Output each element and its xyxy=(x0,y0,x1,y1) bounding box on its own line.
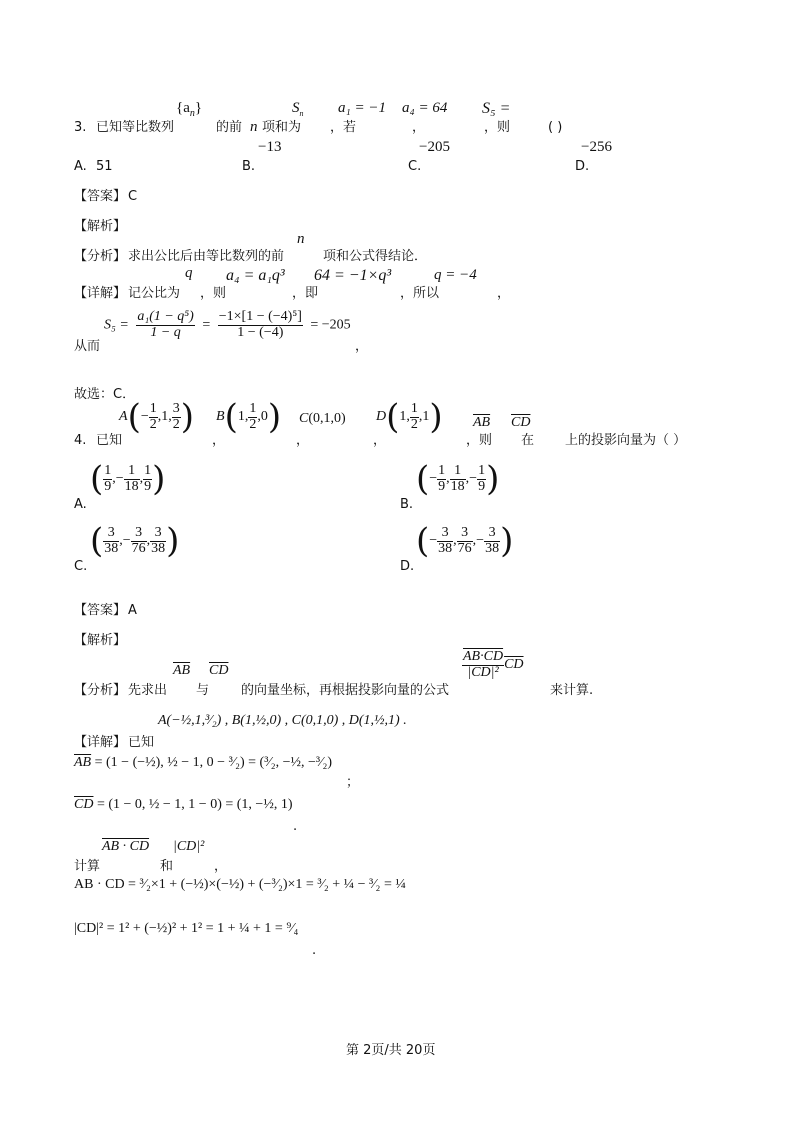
q4-comma-1: ， xyxy=(212,433,226,448)
q4-calc-comma: ， xyxy=(214,859,228,874)
q3-s5-formula: S₅ = $\frac{\text{a₁(1 − q⁵)}}{1 - q}$ = $\frac{\text{−1×[1 − (−4)⁵]}}{1 - (-4)}$ = −205 xyxy=(104,309,351,340)
q4-option-d-label: D. xyxy=(400,559,415,574)
q4-point-c: C(0,1,0) xyxy=(299,411,346,426)
q4-calc-norm: |CD|² xyxy=(173,839,205,854)
q3-text-b: 的前 xyxy=(216,120,243,135)
q3-detail-q: q xyxy=(185,265,193,281)
q4-fenxi-text-a: 先求出 xyxy=(128,683,168,698)
q3-detail-text-a: 记公比为 xyxy=(128,286,181,301)
q3-cond1: a₁ = −1 xyxy=(338,100,386,116)
q4-detail-points: A(−½,1,³⁄₂) , B(1,½,0) , C(0,1,0) , D(1,½,1) . xyxy=(158,713,407,728)
q4-calc-and: 和 xyxy=(160,859,174,874)
q4-fenxi-text-b: 与 xyxy=(196,683,210,698)
q3-from-text: 从而 xyxy=(74,339,101,354)
q3-ask: S₅ = xyxy=(482,100,511,117)
q3-option-b-label: B. xyxy=(242,159,256,174)
q4-fenxi-text-d: 来计算. xyxy=(550,683,594,698)
q3-fenxi-text-a: 求出公比后由等比数列的前 xyxy=(128,249,285,264)
q3-option-d-value: −256 xyxy=(581,139,612,155)
q4-fenxi-ab: $\overline{AB}$ xyxy=(173,663,191,678)
q3-fenxi-text-b: 项和公式得结论． xyxy=(323,249,428,264)
q4-number: 4. xyxy=(74,433,87,448)
q3-detail-comma: ， xyxy=(497,286,511,301)
q4-option-a-label: A. xyxy=(74,497,87,512)
q3-cond2: a₄ = 64 xyxy=(402,100,448,116)
q4-dot-line: AB · CD = ³⁄₂×1 + (−½)×(−½) + (−³⁄₂)×1 = ³⁄₂ + ¼ − ³⁄₂ = ¼ xyxy=(74,877,406,892)
q4-answer-value: A xyxy=(128,603,137,618)
q3-option-a-value: 51 xyxy=(96,159,113,174)
q4-point-a: A(− $\frac{1}{2}$ ,1, $\frac{3}{2}$ ) xyxy=(119,397,194,437)
q4-comma-2: ， xyxy=(296,433,310,448)
q4-text-c: 在 xyxy=(521,433,535,448)
q4-option-a-vector: ( $\frac{1}{9}$ ,− $\frac{1}{18}$ , $\frac{1}{9}$ ) xyxy=(90,459,166,499)
q4-option-c-vector: ( $\frac{3}{38}$ ,− $\frac{3}{76}$ , $\frac{3}{38}$ ) xyxy=(90,521,180,561)
q3-detail-text-c: ，即 xyxy=(292,286,319,301)
q3-detail-tag: 【详解】 xyxy=(74,286,127,301)
q4-detail-ab-end: ； xyxy=(346,775,360,790)
q3-option-d-label: D. xyxy=(575,159,590,174)
q4-norm-end: . xyxy=(312,943,317,958)
q3-sum-symbol: $S_n$ xyxy=(292,100,304,118)
q4-analysis-tag: 【解析】 xyxy=(74,633,127,648)
q3-text-a: 已知等比数列 xyxy=(96,120,175,135)
q3-choose: 故选：C． xyxy=(74,387,136,402)
q3-option-c-value: −205 xyxy=(419,139,450,155)
q4-calc-dot: AB · CD xyxy=(102,839,150,854)
q3-answer-tag: 【答案】 xyxy=(74,189,127,204)
q4-text-a: 已知 xyxy=(96,433,123,448)
q3-detail-formula2: 64 = −1×q³ xyxy=(314,267,392,284)
q3-s5-comma: ， xyxy=(355,339,369,354)
q3-answer-paren: ( ) xyxy=(548,120,563,135)
q4-calc-text: 计算 xyxy=(74,859,101,874)
q4-text-d: 上的投影向量为（ ） xyxy=(565,433,687,448)
q4-text-b: ，则 xyxy=(466,433,493,448)
q3-number: 3. xyxy=(74,120,87,135)
q4-option-b-label: B. xyxy=(400,497,414,512)
q4-option-d-vector: (− $\frac{3}{38}$ , $\frac{3}{76}$ ,− $\frac{3}{38}$ ) xyxy=(416,521,514,561)
q4-norm-line: |CD|² = 1² + (−½)² + 1² = 1 + ¼ + 1 = ⁹⁄₄ xyxy=(74,921,299,936)
q4-option-b-vector: (− $\frac{1}{9}$ , $\frac{1}{18}$ ,− $\frac{1}{9}$ ) xyxy=(416,459,500,499)
q4-detail-tag: 【详解】 xyxy=(74,735,127,750)
q4-option-c-label: C. xyxy=(74,559,88,574)
q3-option-b-value: −13 xyxy=(258,139,282,155)
q4-detail-cd-end: . xyxy=(293,819,298,834)
q3-fenxi-n: n xyxy=(297,231,305,247)
q3-comma: ， xyxy=(412,120,426,135)
q4-detail-ab: $\overline{AB} = (1$ − (−½), ½ − 1, 0 − ³⁄₂) = (³⁄₂, −½, −³⁄₂) xyxy=(74,755,332,770)
q4-point-d: D(1, $\frac{1}{2}$ ,1) xyxy=(376,397,443,437)
q3-detail-text-d: ，所以 xyxy=(400,286,440,301)
q4-detail-text-a: 已知 xyxy=(128,735,155,750)
q3-seq-symbol: $\{a_n\}$ xyxy=(176,100,203,119)
q4-fenxi-text-c: 的向量坐标，再根据投影向量的公式 xyxy=(241,683,450,698)
page-footer: 第 2页/共 20页 xyxy=(346,1043,436,1058)
q4-vec-ab: $\overline{AB}$ xyxy=(473,415,491,430)
q3-detail-formula1: a₄ = a₁q³ xyxy=(226,267,285,284)
q3-text-c: 项和为 xyxy=(262,120,302,135)
q4-answer-tag: 【答案】 xyxy=(74,603,127,618)
q4-comma-3: ， xyxy=(373,433,387,448)
q4-fenxi-cd: $\overline{CD}$ xyxy=(209,663,229,678)
q4-vec-cd: $\overline{CD}$ xyxy=(511,415,531,430)
q4-fenxi-tag: 【分析】 xyxy=(74,683,127,698)
q3-n: n xyxy=(250,119,258,135)
q3-analysis-tag: 【解析】 xyxy=(74,219,127,234)
q3-option-a-label: A. xyxy=(74,159,87,174)
q3-detail-text-b: ，则 xyxy=(200,286,227,301)
q3-text-e: ，则 xyxy=(484,120,511,135)
q3-detail-formula3: q = −4 xyxy=(434,267,477,283)
q4-detail-cd: $\overline{CD} = (1 - 0$, ½ − 1, 1 − 0) = (1, −½, 1) xyxy=(74,797,293,812)
q3-option-c-label: C. xyxy=(408,159,422,174)
q3-fenxi-tag: 【分析】 xyxy=(74,249,127,264)
q3-text-d: ，若 xyxy=(330,120,357,135)
q4-projection-formula: $\frac{AB\cdot CD}{\text{|CD|²}}$ $\overline{CD}$ xyxy=(463,649,524,680)
q4-point-b: B(1, $\frac{1}{2}$ ,0) xyxy=(216,397,282,437)
q3-answer-value: C xyxy=(128,189,138,204)
